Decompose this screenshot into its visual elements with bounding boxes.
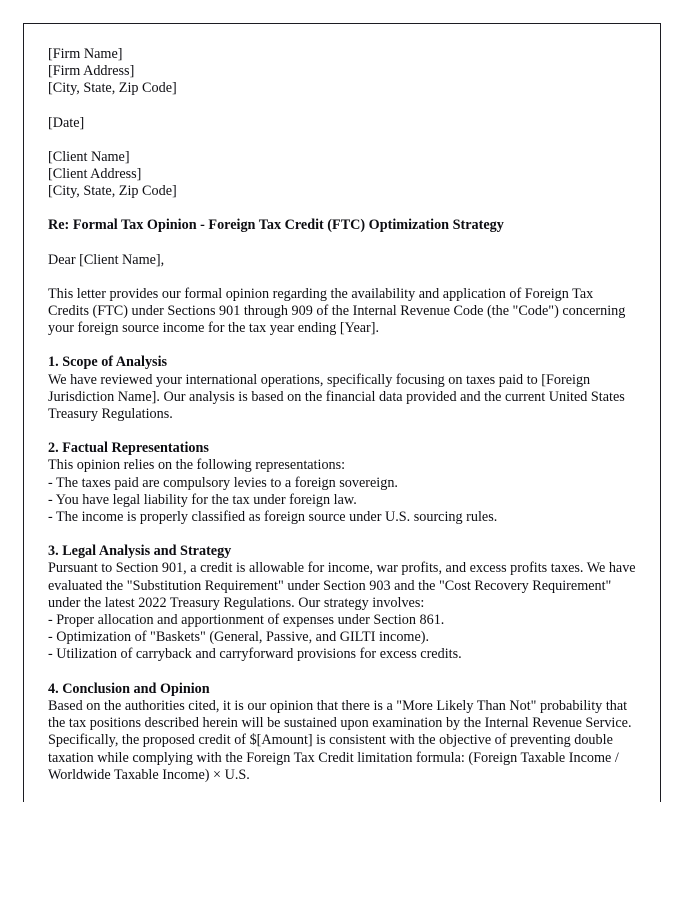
section-body: This opinion relies on the following representations: [48, 457, 346, 474]
section-heading: 4. Conclusion and Opinion [48, 680, 210, 697]
document-body [48, 46, 636, 784]
section-factual-representations [48, 440, 636, 526]
section-body: Based on the authorities cited, it is our opinion that there is a "More Likely Than Not" probability that the tax positions described herein will be sustained upon examination by the Internal Revenue Service. Specifically, the proposed credit of $[Amount] is consistent with the objective of preventing double taxation while complying with the Foreign Tax Credit limitation formula: (Foreign Taxable Income / Worldwide Taxable Income) × U.S. [48, 697, 632, 783]
section-bullet: - Proper allocation and apportionment of expenses under Section 861. [48, 612, 445, 629]
section-bullet: - Optimization of "Baskets" (General, Passive, and GILTI income). [48, 629, 430, 646]
subject-block [48, 217, 636, 234]
section-body: We have reviewed your international operations, specifically focusing on taxes paid to [Foreign Jurisdiction Name]. Our analysis is based on the financial data provided and the current United States Treasury Regulations. [48, 371, 625, 423]
section-body: Pursuant to Section 901, a credit is allowable for income, war profits, and excess profits taxes. We have evaluated the "Substitution Requirement" under Section 903 and the "Cost Recovery Requirement" under the latest 2022 Treasury Regulations. Our strategy involves: [48, 560, 636, 611]
intro-text: This letter provides our formal opinion regarding the availability and application of Foreign Tax Credits (FTC) under Sections 901 through 909 of the Internal Revenue Code (the "Code") concerning your foreign source income for the tax year ending [Year]. [48, 285, 626, 337]
letterhead-line: [City, State, Zip Code] [48, 80, 177, 97]
document-page [23, 23, 661, 802]
section-heading: 2. Factual Representations [48, 440, 209, 457]
intro-paragraph [48, 286, 636, 338]
letterhead-line: [Firm Address] [48, 63, 135, 80]
section-bullet: - The income is properly classified as foreign source under U.S. sourcing rules. [48, 509, 498, 526]
date-line: [Date] [48, 114, 85, 131]
recipient-line: [City, State, Zip Code] [48, 183, 177, 200]
letterhead-block [48, 46, 636, 98]
date-block [48, 115, 636, 132]
section-scope-of-analysis [48, 354, 636, 423]
salutation-line: Dear [Client Name], [48, 251, 165, 268]
recipient-block [48, 149, 636, 201]
section-bullet: - You have legal liability for the tax under foreign law. [48, 491, 357, 508]
section-legal-analysis-and-strategy [48, 543, 636, 663]
salutation-block [48, 252, 636, 269]
recipient-line: [Client Name] [48, 148, 130, 165]
section-heading: 3. Legal Analysis and Strategy [48, 543, 232, 560]
section-bullet: - Utilization of carryback and carryforward provisions for excess credits. [48, 646, 462, 663]
section-conclusion-and-opinion [48, 681, 636, 784]
section-bullet: - The taxes paid are compulsory levies to a foreign sovereign. [48, 474, 398, 491]
letterhead-line: [Firm Name] [48, 46, 123, 62]
subject-line: Re: Formal Tax Opinion - Foreign Tax Credit (FTC) Optimization Strategy [48, 217, 504, 234]
section-heading: 1. Scope of Analysis [48, 354, 168, 371]
recipient-line: [Client Address] [48, 166, 142, 183]
